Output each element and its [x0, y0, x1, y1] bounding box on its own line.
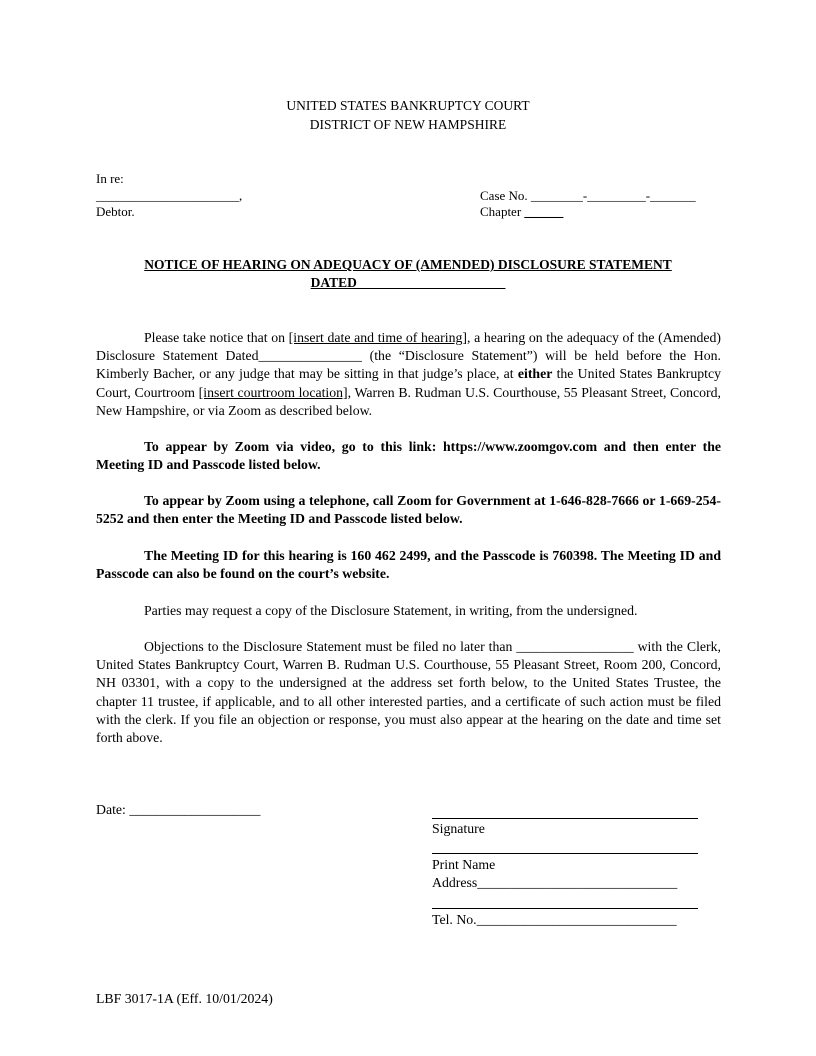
print-name-rule	[432, 853, 698, 854]
copy-request-text: Parties may request a copy of the Disclosure Statement, in writing, from the undersigned.	[144, 603, 638, 618]
tel-line	[432, 911, 677, 929]
tel-label: Tel. No.	[432, 912, 477, 927]
address-line: Address_____________________________	[432, 875, 678, 890]
either-emphasis: either	[517, 366, 553, 382]
chapter-label: Chapter	[480, 204, 522, 219]
courtroom-placeholder: [insert courtroom location]	[198, 384, 348, 400]
court-district: DISTRICT OF NEW HAMPSHIRE	[309, 117, 507, 132]
meeting-id-paragraph	[96, 547, 721, 583]
chapter-blank: ______	[524, 204, 564, 219]
debtor-label: Debtor.	[96, 204, 135, 219]
form-footer: LBF 3017-1A (Eff. 10/01/2024)	[96, 991, 273, 1006]
copy-request-paragraph	[96, 602, 721, 620]
notice-title	[96, 256, 720, 292]
chapter-line	[480, 203, 563, 220]
p1-text-d: , Warren B. Rudman U.S. Courthouse, 55 Pleasant Street, Concord, New Hampshire, or via Zoom as described below.	[96, 384, 721, 418]
p1-text-b: , a hearing on the adequacy of the (Amended) Disclosure Statement Dated_______________ (the “Disclosure Statement”) will be held before the Hon. Kimberly Bacher, or any judge that may be sitting in that judge’s place, at	[96, 330, 721, 382]
date-line: Date: ___________________	[96, 802, 261, 817]
case-number: Case No. ________-_________-_______	[480, 188, 696, 203]
signature-label: Signature	[432, 821, 485, 836]
debtor-name-blank: ______________________,	[96, 188, 243, 203]
meeting-id-text: The Meeting ID for this hearing is 160 462 2499, and the Passcode is 760398. The Meeting ID and Passcode can also be found on the court’s website.	[96, 548, 721, 582]
court-name: UNITED STATES BANKRUPTCY COURT	[286, 98, 530, 113]
court-heading	[0, 96, 816, 134]
p1-text-c: the United States Bankruptcy Court, Courtroom	[96, 366, 721, 400]
signature-rule	[432, 818, 698, 819]
p1-text-a: Please take notice that on	[144, 330, 289, 345]
notice-title-line2: DATED______________________	[310, 275, 506, 290]
zoom-phone-text: To appear by Zoom using a telephone, call Zoom for Government at 1-646-828-7666 or 1-669-254-5252 and then enter the Meeting ID and Passcode listed below.	[96, 493, 721, 527]
address-rule-2	[432, 908, 698, 909]
zoom-phone-paragraph	[96, 492, 721, 528]
tel-blank: _____________________________	[476, 912, 677, 927]
notice-title-line1: NOTICE OF HEARING ON ADEQUACY OF (AMENDED) DISCLOSURE STATEMENT	[144, 257, 672, 272]
objections-paragraph	[96, 638, 721, 747]
print-name-label: Print Name	[432, 857, 496, 872]
zoom-video-paragraph	[96, 438, 721, 474]
in-re-label: In re:	[96, 171, 124, 186]
zoom-video-text: To appear by Zoom via video, go to this link: https://www.zoomgov.com and then enter the Meeting ID and Passcode listed below.	[96, 439, 721, 473]
objections-text: Objections to the Disclosure Statement must be filed no later than _________________ with the Clerk, United States Bankruptcy Court, Warren B. Rudman U.S. Courthouse, 55 Pleasant Street, Room 200, Concord, NH 03301, with a copy to the undersigned at the address set forth below, to the United States Trustee, the chapter 11 trustee, if applicable, and to all other interested parties, and a certificate of such action must be filed with the clerk. If you file an objection or response, you must also appear at the hearing on the date and time set forth above.	[96, 639, 721, 746]
hearing-date-placeholder: [insert date and time of hearing]	[288, 330, 467, 345]
hearing-paragraph	[96, 329, 721, 420]
